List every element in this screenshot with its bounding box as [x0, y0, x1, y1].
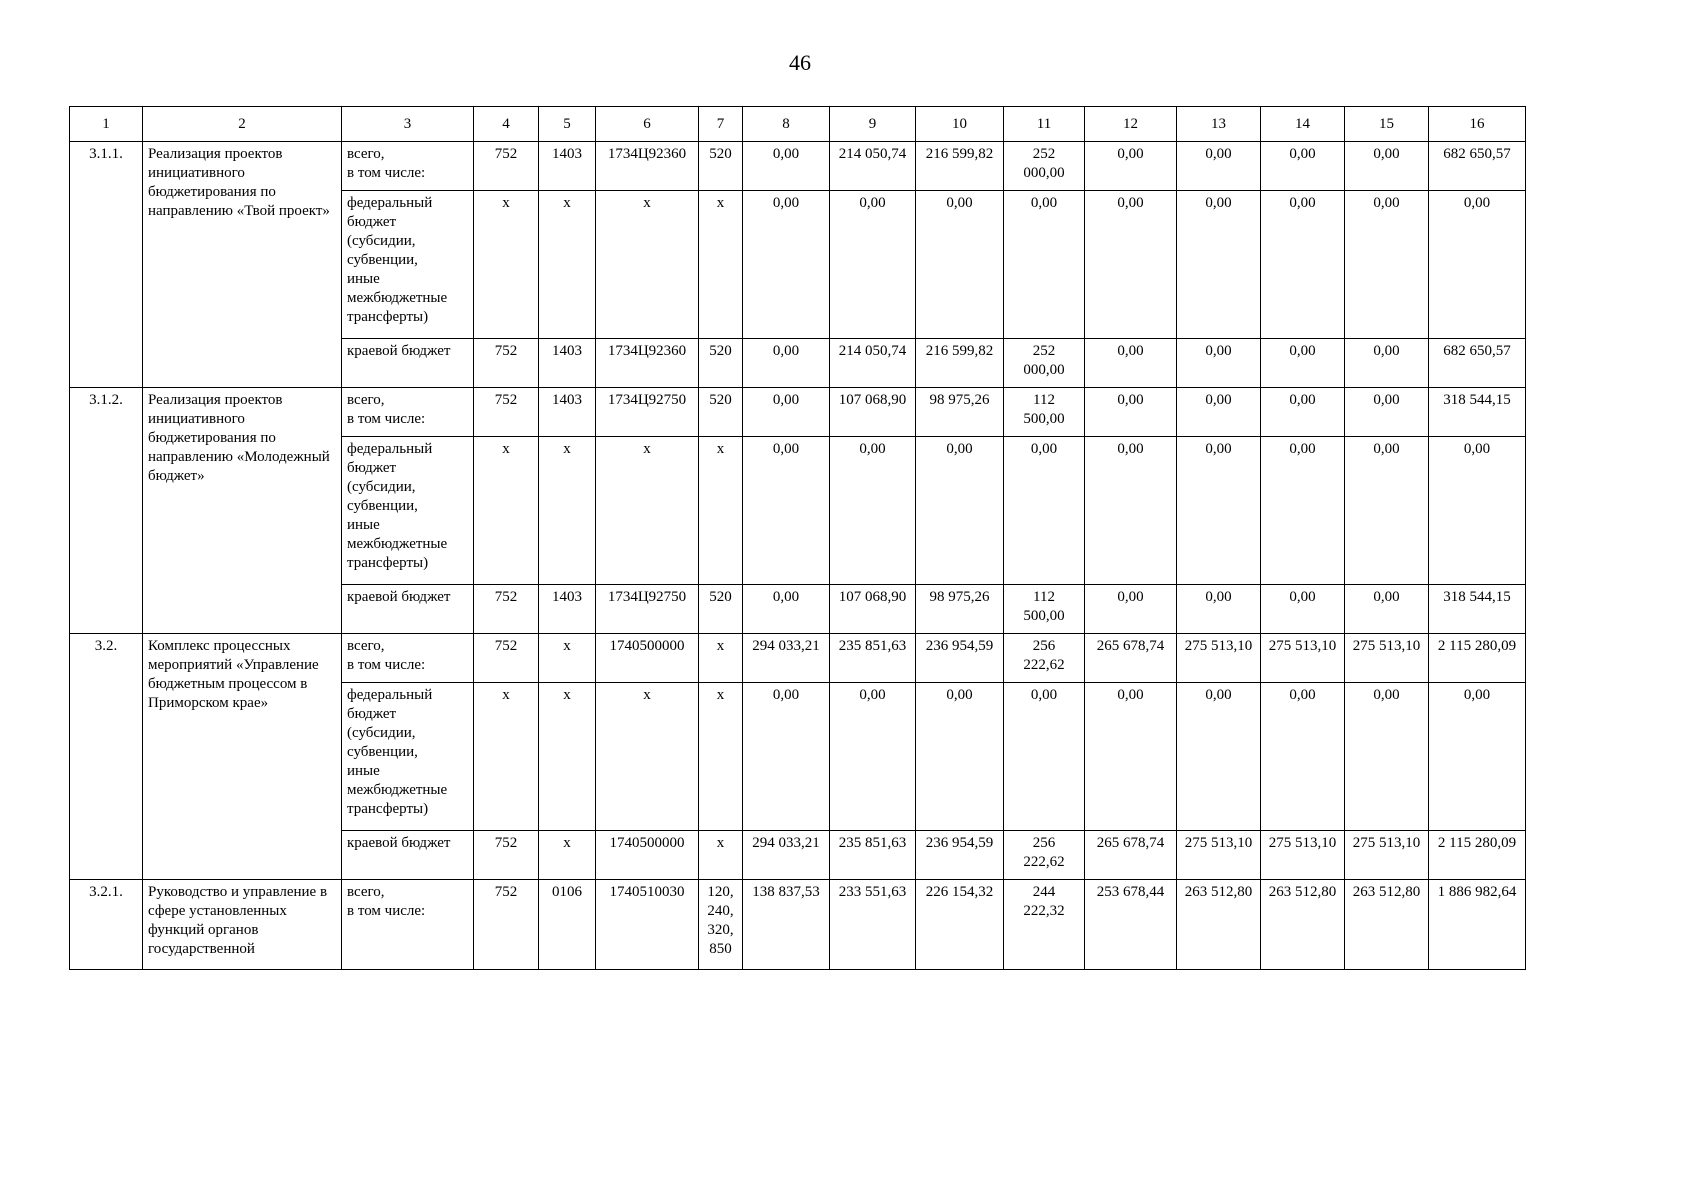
amount-cell: 256 222,62	[1004, 634, 1085, 683]
amount-cell: 294 033,21	[743, 831, 830, 880]
table-row	[70, 142, 1526, 191]
amount-cell: 0,00	[1261, 683, 1345, 831]
amount-cell: 0,00	[830, 437, 916, 585]
row-number: 3.1.2.	[70, 388, 143, 634]
measure-name: Комплекс процессных мероприятий «Управление бюджетным процессом в Приморском крае»	[143, 634, 342, 880]
amount-cell: 236 954,59	[916, 831, 1004, 880]
amount-cell: 0,00	[1004, 683, 1085, 831]
amount-cell: 235 851,63	[830, 831, 916, 880]
amount-cell: 0,00	[1177, 142, 1261, 191]
budget-code-cell: 752	[474, 388, 539, 437]
expense-type-cell: 120, 240, 320, 850	[699, 880, 743, 970]
expense-type-cell: 520	[699, 388, 743, 437]
funding-source: федеральный бюджет (субсидии, субвенции, иные межбюджетные трансферты)	[342, 191, 474, 339]
amount-cell: 0,00	[1177, 683, 1261, 831]
amount-cell: 275 513,10	[1261, 634, 1345, 683]
amount-cell: 275 513,10	[1345, 634, 1429, 683]
amount-cell: 682 650,57	[1429, 339, 1526, 388]
amount-cell: 275 513,10	[1345, 831, 1429, 880]
expense-type-cell: x	[699, 683, 743, 831]
amount-cell: 0,00	[743, 339, 830, 388]
amount-cell: 263 512,80	[1177, 880, 1261, 970]
amount-cell: 0,00	[1429, 191, 1526, 339]
column-header: 9	[830, 107, 916, 142]
column-header: 10	[916, 107, 1004, 142]
section-code-cell: x	[539, 634, 596, 683]
amount-cell: 236 954,59	[916, 634, 1004, 683]
amount-cell: 0,00	[1345, 142, 1429, 191]
amount-cell: 0,00	[1261, 388, 1345, 437]
amount-cell: 0,00	[1261, 585, 1345, 634]
column-header: 4	[474, 107, 539, 142]
expense-type-cell: x	[699, 831, 743, 880]
budget-code-cell: 752	[474, 585, 539, 634]
amount-cell: 0,00	[743, 585, 830, 634]
row-number: 3.2.	[70, 634, 143, 880]
amount-cell: 112 500,00	[1004, 585, 1085, 634]
amount-cell: 216 599,82	[916, 339, 1004, 388]
amount-cell: 0,00	[743, 191, 830, 339]
target-item-cell: x	[596, 437, 699, 585]
amount-cell: 0,00	[1261, 437, 1345, 585]
amount-cell: 0,00	[743, 142, 830, 191]
amount-cell: 0,00	[830, 683, 916, 831]
amount-cell: 0,00	[1345, 191, 1429, 339]
column-header: 6	[596, 107, 699, 142]
amount-cell: 107 068,90	[830, 585, 916, 634]
amount-cell: 0,00	[1177, 191, 1261, 339]
amount-cell: 0,00	[1345, 585, 1429, 634]
amount-cell: 0,00	[1261, 142, 1345, 191]
amount-cell: 0,00	[1177, 339, 1261, 388]
expense-type-cell: x	[699, 437, 743, 585]
amount-cell: 0,00	[916, 683, 1004, 831]
amount-cell: 256 222,62	[1004, 831, 1085, 880]
amount-cell: 0,00	[743, 683, 830, 831]
column-header: 2	[143, 107, 342, 142]
amount-cell: 244 222,32	[1004, 880, 1085, 970]
budget-code-cell: 752	[474, 831, 539, 880]
amount-cell: 0,00	[1177, 388, 1261, 437]
amount-cell: 263 512,80	[1345, 880, 1429, 970]
section-code-cell: x	[539, 191, 596, 339]
amount-cell: 1 886 982,64	[1429, 880, 1526, 970]
section-code-cell: x	[539, 831, 596, 880]
amount-cell: 0,00	[1177, 585, 1261, 634]
amount-cell: 138 837,53	[743, 880, 830, 970]
amount-cell: 275 513,10	[1177, 634, 1261, 683]
target-item-cell: x	[596, 191, 699, 339]
amount-cell: 0,00	[1085, 339, 1177, 388]
amount-cell: 98 975,26	[916, 388, 1004, 437]
amount-cell: 318 544,15	[1429, 388, 1526, 437]
amount-cell: 275 513,10	[1177, 831, 1261, 880]
amount-cell: 0,00	[1345, 437, 1429, 585]
amount-cell: 0,00	[1345, 339, 1429, 388]
column-header: 7	[699, 107, 743, 142]
measure-name: Руководство и управление в сфере установленных функций органов государственной	[143, 880, 342, 970]
column-header: 12	[1085, 107, 1177, 142]
table-row	[70, 880, 1526, 970]
target-item-cell: x	[596, 683, 699, 831]
amount-cell: 2 115 280,09	[1429, 634, 1526, 683]
amount-cell: 0,00	[916, 437, 1004, 585]
amount-cell: 233 551,63	[830, 880, 916, 970]
budget-code-cell: 752	[474, 339, 539, 388]
section-code-cell: x	[539, 683, 596, 831]
budget-code-cell: 752	[474, 142, 539, 191]
amount-cell: 0,00	[743, 437, 830, 585]
budget-code-cell: 752	[474, 880, 539, 970]
funding-source: федеральный бюджет (субсидии, субвенции, иные межбюджетные трансферты)	[342, 437, 474, 585]
table-row	[70, 388, 1526, 437]
budget-table	[69, 106, 1526, 970]
amount-cell: 265 678,74	[1085, 634, 1177, 683]
row-number: 3.1.1.	[70, 142, 143, 388]
amount-cell: 0,00	[1429, 683, 1526, 831]
column-header: 1	[70, 107, 143, 142]
amount-cell: 0,00	[743, 388, 830, 437]
section-code-cell: 1403	[539, 388, 596, 437]
section-code-cell: x	[539, 437, 596, 585]
amount-cell: 682 650,57	[1429, 142, 1526, 191]
column-header: 8	[743, 107, 830, 142]
funding-source: всего, в том числе:	[342, 634, 474, 683]
target-item-cell: 1734Ц92360	[596, 339, 699, 388]
section-code-cell: 0106	[539, 880, 596, 970]
column-header: 5	[539, 107, 596, 142]
amount-cell: 0,00	[1085, 388, 1177, 437]
amount-cell: 98 975,26	[916, 585, 1004, 634]
amount-cell: 0,00	[830, 191, 916, 339]
budget-code-cell: x	[474, 191, 539, 339]
page-number: 46	[789, 50, 811, 75]
amount-cell: 107 068,90	[830, 388, 916, 437]
amount-cell: 0,00	[1261, 191, 1345, 339]
funding-source: краевой бюджет	[342, 585, 474, 634]
expense-type-cell: 520	[699, 585, 743, 634]
funding-source: всего, в том числе:	[342, 880, 474, 970]
target-item-cell: 1734Ц92360	[596, 142, 699, 191]
column-header: 3	[342, 107, 474, 142]
section-code-cell: 1403	[539, 339, 596, 388]
budget-code-cell: x	[474, 683, 539, 831]
funding-source: краевой бюджет	[342, 339, 474, 388]
table-body	[70, 142, 1526, 970]
table-row	[70, 634, 1526, 683]
row-number: 3.2.1.	[70, 880, 143, 970]
amount-cell: 0,00	[1085, 585, 1177, 634]
amount-cell: 294 033,21	[743, 634, 830, 683]
amount-cell: 0,00	[1261, 339, 1345, 388]
amount-cell: 263 512,80	[1261, 880, 1345, 970]
funding-source: краевой бюджет	[342, 831, 474, 880]
column-header: 15	[1345, 107, 1429, 142]
amount-cell: 0,00	[1085, 683, 1177, 831]
expense-type-cell: x	[699, 191, 743, 339]
amount-cell: 214 050,74	[830, 339, 916, 388]
amount-cell: 275 513,10	[1261, 831, 1345, 880]
target-item-cell: 1740510030	[596, 880, 699, 970]
section-code-cell: 1403	[539, 142, 596, 191]
amount-cell: 216 599,82	[916, 142, 1004, 191]
amount-cell: 318 544,15	[1429, 585, 1526, 634]
amount-cell: 0,00	[916, 191, 1004, 339]
amount-cell: 0,00	[1085, 437, 1177, 585]
amount-cell: 0,00	[1345, 388, 1429, 437]
amount-cell: 0,00	[1345, 683, 1429, 831]
amount-cell: 0,00	[1004, 191, 1085, 339]
column-header: 13	[1177, 107, 1261, 142]
amount-cell: 2 115 280,09	[1429, 831, 1526, 880]
amount-cell: 0,00	[1085, 191, 1177, 339]
target-item-cell: 1740500000	[596, 831, 699, 880]
amount-cell: 235 851,63	[830, 634, 916, 683]
column-header: 11	[1004, 107, 1085, 142]
column-header: 14	[1261, 107, 1345, 142]
target-item-cell: 1734Ц92750	[596, 585, 699, 634]
amount-cell: 0,00	[1085, 142, 1177, 191]
amount-cell: 265 678,74	[1085, 831, 1177, 880]
expense-type-cell: 520	[699, 142, 743, 191]
funding-source: всего, в том числе:	[342, 142, 474, 191]
funding-source: всего, в том числе:	[342, 388, 474, 437]
amount-cell: 252 000,00	[1004, 339, 1085, 388]
column-header: 16	[1429, 107, 1526, 142]
measure-name: Реализация проектов инициативного бюджетирования по направлению «Молодежный бюджет»	[143, 388, 342, 634]
amount-cell: 253 678,44	[1085, 880, 1177, 970]
budget-code-cell: 752	[474, 634, 539, 683]
budget-code-cell: x	[474, 437, 539, 585]
amount-cell: 0,00	[1177, 437, 1261, 585]
amount-cell: 226 154,32	[916, 880, 1004, 970]
funding-source: федеральный бюджет (субсидии, субвенции, иные межбюджетные трансферты)	[342, 683, 474, 831]
amount-cell: 112 500,00	[1004, 388, 1085, 437]
target-item-cell: 1734Ц92750	[596, 388, 699, 437]
expense-type-cell: 520	[699, 339, 743, 388]
amount-cell: 0,00	[1004, 437, 1085, 585]
amount-cell: 0,00	[1429, 437, 1526, 585]
header-row	[70, 107, 1526, 142]
measure-name: Реализация проектов инициативного бюджетирования по направлению «Твой проект»	[143, 142, 342, 388]
target-item-cell: 1740500000	[596, 634, 699, 683]
section-code-cell: 1403	[539, 585, 596, 634]
expense-type-cell: x	[699, 634, 743, 683]
amount-cell: 252 000,00	[1004, 142, 1085, 191]
amount-cell: 214 050,74	[830, 142, 916, 191]
